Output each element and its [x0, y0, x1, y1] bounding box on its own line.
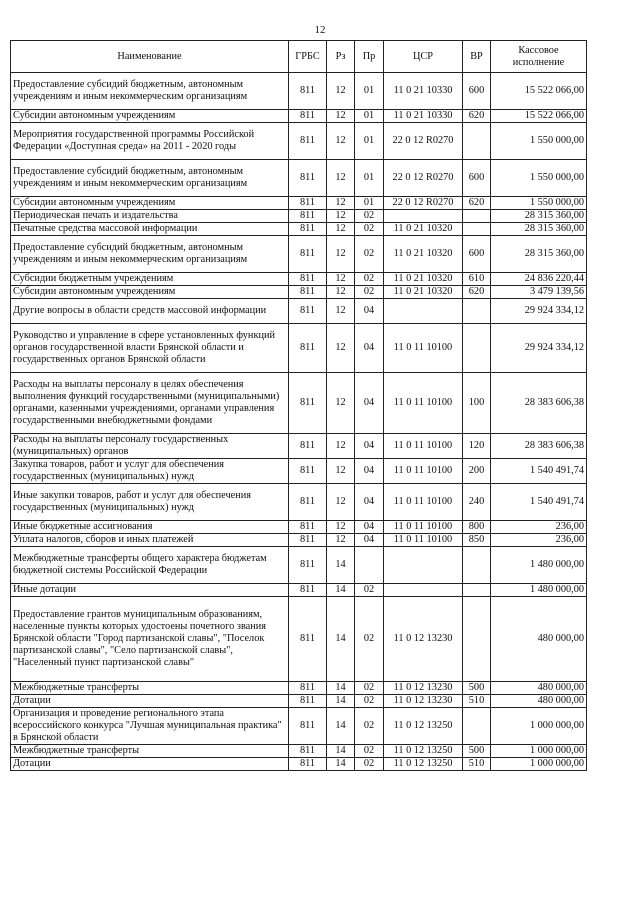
cell-grbs: 811 [289, 236, 327, 273]
cell-grbs: 811 [289, 373, 327, 434]
cell-vr: 800 [463, 521, 491, 534]
cell-name: Предоставление грантов муниципальным образованиям, населенные пункты которых удостоены почетного звания Брянской области "Город партизанской славы", "Поселок партизанской славы", "Село партизанской славы", "Населенный пункт партизанской славы" [11, 597, 289, 682]
cell-name: Мероприятия государственной программы Российской Федерации «Доступная среда» на 2011 - 2020 годы [11, 123, 289, 160]
cell-grbs: 811 [289, 324, 327, 373]
cell-amount: 1 000 000,00 [491, 758, 587, 771]
cell-amount: 1 480 000,00 [491, 584, 587, 597]
cell-vr: 600 [463, 236, 491, 273]
table-row [11, 484, 587, 521]
cell-name: Периодическая печать и издательства [11, 210, 289, 223]
cell-csr: 11 0 12 13230 [384, 682, 463, 695]
cell-amount: 28 383 606,38 [491, 373, 587, 434]
cell-pr: 04 [355, 484, 384, 521]
table-row [11, 160, 587, 197]
header-grbs: ГРБС [289, 41, 327, 73]
cell-name: Предоставление субсидий бюджетным, автономным учреждениям и иным некоммерческим организациям [11, 160, 289, 197]
cell-amount: 29 924 334,12 [491, 299, 587, 324]
header-rz: Рз [327, 41, 355, 73]
header-kassa-line2: исполнение [512, 56, 565, 68]
cell-vr: 100 [463, 373, 491, 434]
cell-pr: 04 [355, 299, 384, 324]
cell-rz: 14 [327, 547, 355, 584]
cell-rz: 14 [327, 708, 355, 745]
cell-name: Предоставление субсидий бюджетным, автономным учреждениям и иным некоммерческим организациям [11, 236, 289, 273]
cell-vr [463, 708, 491, 745]
cell-rz: 12 [327, 123, 355, 160]
cell-name: Иные дотации [11, 584, 289, 597]
cell-pr: 02 [355, 584, 384, 597]
cell-vr: 610 [463, 273, 491, 286]
cell-rz: 14 [327, 695, 355, 708]
header-vr: ВР [463, 41, 491, 73]
cell-grbs: 811 [289, 584, 327, 597]
cell-name: Предоставление субсидий бюджетным, автономным учреждениям и иным некоммерческим организациям [11, 73, 289, 110]
cell-csr: 11 0 11 10100 [384, 534, 463, 547]
header-kassa [491, 41, 587, 73]
cell-pr: 04 [355, 434, 384, 459]
cell-pr: 02 [355, 223, 384, 236]
cell-csr [384, 299, 463, 324]
cell-grbs: 811 [289, 708, 327, 745]
cell-grbs: 811 [289, 273, 327, 286]
cell-grbs: 811 [289, 695, 327, 708]
cell-name: Субсидии автономным учреждениям [11, 286, 289, 299]
cell-vr [463, 299, 491, 324]
cell-vr: 620 [463, 197, 491, 210]
cell-name: Субсидии автономным учреждениям [11, 197, 289, 210]
cell-vr: 120 [463, 434, 491, 459]
cell-amount: 29 924 334,12 [491, 324, 587, 373]
cell-pr: 04 [355, 459, 384, 484]
cell-vr: 510 [463, 758, 491, 771]
budget-table [10, 40, 587, 771]
cell-rz: 12 [327, 73, 355, 110]
cell-amount: 28 315 360,00 [491, 223, 587, 236]
cell-name: Субсидии бюджетным учреждениям [11, 273, 289, 286]
cell-name: Печатные средства массовой информации [11, 223, 289, 236]
header-name: Наименование [11, 41, 289, 73]
cell-grbs: 811 [289, 73, 327, 110]
cell-name: Субсидии автономным учреждениям [11, 110, 289, 123]
cell-amount: 1 550 000,00 [491, 123, 587, 160]
cell-rz: 12 [327, 299, 355, 324]
cell-vr: 850 [463, 534, 491, 547]
table-row [11, 547, 587, 584]
cell-rz: 12 [327, 197, 355, 210]
cell-grbs: 811 [289, 434, 327, 459]
table-row [11, 373, 587, 434]
cell-vr [463, 324, 491, 373]
cell-csr [384, 210, 463, 223]
cell-csr [384, 584, 463, 597]
cell-amount: 1 540 491,74 [491, 484, 587, 521]
cell-vr: 200 [463, 459, 491, 484]
cell-csr [384, 547, 463, 584]
cell-vr [463, 597, 491, 682]
cell-rz: 14 [327, 597, 355, 682]
cell-pr: 02 [355, 682, 384, 695]
cell-amount: 15 522 066,00 [491, 73, 587, 110]
table-row [11, 223, 587, 236]
cell-name: Межбюджетные трансферты общего характера бюджетам бюджетной системы Российской Федерации [11, 547, 289, 584]
cell-grbs: 811 [289, 484, 327, 521]
cell-name: Уплата налогов, сборов и иных платежей [11, 534, 289, 547]
cell-pr: 02 [355, 758, 384, 771]
header-kassa-line1: Кассовое [518, 44, 559, 56]
cell-name: Межбюджетные трансферты [11, 682, 289, 695]
cell-rz: 12 [327, 324, 355, 373]
cell-amount: 24 836 220,44 [491, 273, 587, 286]
cell-vr [463, 547, 491, 584]
cell-rz: 12 [327, 534, 355, 547]
cell-rz: 12 [327, 210, 355, 223]
cell-grbs: 811 [289, 210, 327, 223]
cell-amount: 1 000 000,00 [491, 708, 587, 745]
table-row [11, 324, 587, 373]
cell-vr [463, 223, 491, 236]
cell-pr: 02 [355, 745, 384, 758]
cell-grbs: 811 [289, 197, 327, 210]
cell-vr: 620 [463, 286, 491, 299]
cell-rz: 14 [327, 758, 355, 771]
table-row [11, 534, 587, 547]
cell-name: Другие вопросы в области средств массовой информации [11, 299, 289, 324]
cell-csr: 11 0 21 10320 [384, 223, 463, 236]
cell-csr: 22 0 12 R0270 [384, 197, 463, 210]
cell-pr [355, 547, 384, 584]
cell-csr: 11 0 12 13250 [384, 708, 463, 745]
cell-rz: 12 [327, 273, 355, 286]
cell-grbs: 811 [289, 547, 327, 584]
header-row [11, 41, 587, 73]
cell-csr: 11 0 21 10330 [384, 73, 463, 110]
cell-name: Руководство и управление в сфере установленных функций органов государственной власти Брянской области и государственных органов Брянской области [11, 324, 289, 373]
table-row [11, 236, 587, 273]
cell-grbs: 811 [289, 682, 327, 695]
cell-name: Иные закупки товаров, работ и услуг для обеспечения государственных (муниципальных) нужд [11, 484, 289, 521]
cell-name: Расходы на выплаты персоналу в целях обеспечения выполнения функций государственными (муниципальными) органами, казенными учреждениями, органами управления государственными внебюджетными фондами [11, 373, 289, 434]
table-row [11, 123, 587, 160]
cell-amount: 236,00 [491, 534, 587, 547]
cell-rz: 12 [327, 484, 355, 521]
cell-rz: 14 [327, 682, 355, 695]
cell-name: Закупка товаров, работ и услуг для обеспечения государственных (муниципальных) нужд [11, 459, 289, 484]
cell-pr: 02 [355, 708, 384, 745]
cell-csr: 11 0 11 10100 [384, 521, 463, 534]
header-pr: Пр [355, 41, 384, 73]
cell-pr: 01 [355, 197, 384, 210]
cell-grbs: 811 [289, 534, 327, 547]
cell-rz: 14 [327, 584, 355, 597]
cell-vr: 620 [463, 110, 491, 123]
cell-grbs: 811 [289, 299, 327, 324]
cell-csr: 22 0 12 R0270 [384, 160, 463, 197]
cell-rz: 12 [327, 373, 355, 434]
table-row [11, 695, 587, 708]
cell-vr: 600 [463, 160, 491, 197]
table-row [11, 197, 587, 210]
cell-grbs: 811 [289, 160, 327, 197]
cell-name: Иные бюджетные ассигнования [11, 521, 289, 534]
cell-amount: 1 540 491,74 [491, 459, 587, 484]
cell-pr: 04 [355, 534, 384, 547]
cell-csr: 11 0 11 10100 [384, 324, 463, 373]
cell-amount: 15 522 066,00 [491, 110, 587, 123]
cell-rz: 12 [327, 459, 355, 484]
table-row [11, 110, 587, 123]
table-row [11, 708, 587, 745]
cell-name: Дотации [11, 695, 289, 708]
cell-rz: 14 [327, 745, 355, 758]
cell-vr [463, 584, 491, 597]
cell-vr: 240 [463, 484, 491, 521]
cell-amount: 1 550 000,00 [491, 197, 587, 210]
cell-grbs: 811 [289, 110, 327, 123]
cell-csr: 11 0 11 10100 [384, 434, 463, 459]
cell-pr: 02 [355, 236, 384, 273]
cell-csr: 11 0 21 10320 [384, 286, 463, 299]
cell-pr: 02 [355, 273, 384, 286]
cell-csr: 22 0 12 R0270 [384, 123, 463, 160]
table-row [11, 682, 587, 695]
cell-vr: 510 [463, 695, 491, 708]
cell-name: Организация и проведение регионального этапа всероссийского конкурса "Лучшая муниципальная практика" в Брянской области [11, 708, 289, 745]
cell-grbs: 811 [289, 521, 327, 534]
cell-rz: 12 [327, 286, 355, 299]
cell-rz: 12 [327, 434, 355, 459]
cell-pr: 04 [355, 521, 384, 534]
cell-vr: 600 [463, 73, 491, 110]
cell-grbs: 811 [289, 223, 327, 236]
cell-rz: 12 [327, 110, 355, 123]
cell-grbs: 811 [289, 597, 327, 682]
cell-csr: 11 0 21 10320 [384, 273, 463, 286]
cell-amount: 236,00 [491, 521, 587, 534]
cell-csr: 11 0 21 10320 [384, 236, 463, 273]
table-row [11, 521, 587, 534]
cell-amount: 1 000 000,00 [491, 745, 587, 758]
cell-pr: 02 [355, 286, 384, 299]
table-row [11, 758, 587, 771]
cell-amount: 28 315 360,00 [491, 210, 587, 223]
cell-rz: 12 [327, 160, 355, 197]
cell-grbs: 811 [289, 459, 327, 484]
cell-csr: 11 0 21 10330 [384, 110, 463, 123]
cell-csr: 11 0 12 13250 [384, 745, 463, 758]
cell-name: Межбюджетные трансферты [11, 745, 289, 758]
table-row [11, 584, 587, 597]
cell-amount: 1 550 000,00 [491, 160, 587, 197]
cell-vr [463, 210, 491, 223]
cell-csr: 11 0 11 10100 [384, 373, 463, 434]
cell-grbs: 811 [289, 758, 327, 771]
table-row [11, 286, 587, 299]
cell-amount: 480 000,00 [491, 695, 587, 708]
cell-grbs: 811 [289, 123, 327, 160]
table-row [11, 210, 587, 223]
cell-pr: 01 [355, 123, 384, 160]
cell-pr: 04 [355, 373, 384, 434]
cell-amount: 1 480 000,00 [491, 547, 587, 584]
cell-csr: 11 0 12 13230 [384, 695, 463, 708]
table-row [11, 597, 587, 682]
cell-pr: 02 [355, 597, 384, 682]
cell-amount: 28 315 360,00 [491, 236, 587, 273]
cell-amount: 480 000,00 [491, 682, 587, 695]
cell-csr: 11 0 11 10100 [384, 459, 463, 484]
cell-grbs: 811 [289, 745, 327, 758]
table-row [11, 273, 587, 286]
cell-vr: 500 [463, 745, 491, 758]
table-row [11, 73, 587, 110]
cell-csr: 11 0 12 13250 [384, 758, 463, 771]
cell-vr [463, 123, 491, 160]
cell-pr: 04 [355, 324, 384, 373]
table-row [11, 745, 587, 758]
cell-grbs: 811 [289, 286, 327, 299]
cell-name: Расходы на выплаты персоналу государственных (муниципальных) органов [11, 434, 289, 459]
cell-vr: 500 [463, 682, 491, 695]
cell-rz: 12 [327, 521, 355, 534]
cell-pr: 02 [355, 210, 384, 223]
cell-pr: 02 [355, 695, 384, 708]
cell-pr: 01 [355, 160, 384, 197]
cell-amount: 28 383 606,38 [491, 434, 587, 459]
cell-amount: 480 000,00 [491, 597, 587, 682]
cell-pr: 01 [355, 110, 384, 123]
cell-amount: 3 479 139,56 [491, 286, 587, 299]
cell-rz: 12 [327, 236, 355, 273]
cell-csr: 11 0 11 10100 [384, 484, 463, 521]
table-body [11, 73, 587, 771]
cell-csr: 11 0 12 13230 [384, 597, 463, 682]
table-row [11, 299, 587, 324]
table-row [11, 459, 587, 484]
cell-pr: 01 [355, 73, 384, 110]
header-csr: ЦСР [384, 41, 463, 73]
cell-name: Дотации [11, 758, 289, 771]
table-row [11, 434, 587, 459]
page-number: 12 [314, 24, 326, 36]
cell-rz: 12 [327, 223, 355, 236]
